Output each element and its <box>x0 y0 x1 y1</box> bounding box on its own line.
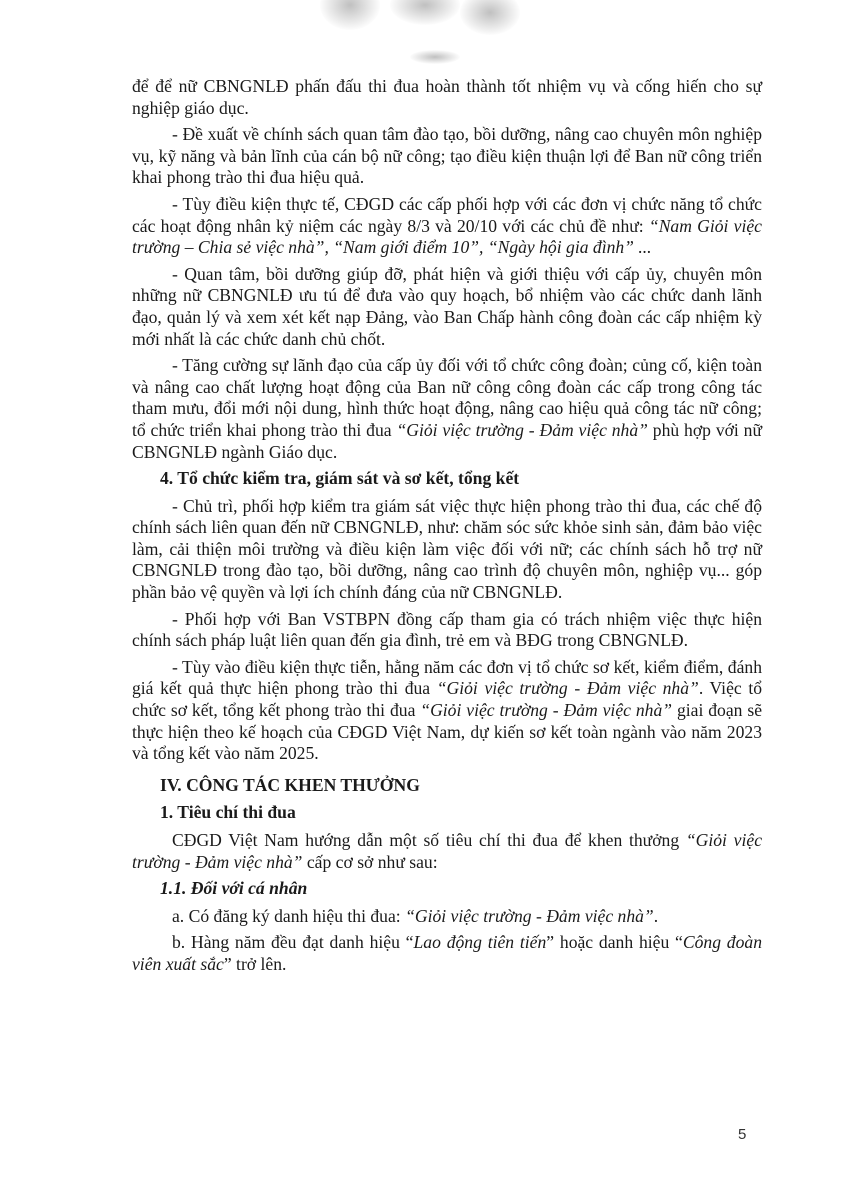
paragraph: - Tăng cường sự lãnh đạo của cấp ủy đối với tổ chức công đoàn; củng cố, kiện toàn và nâng cao chất lượng hoạt động của Ban nữ công công đoàn các cấp trong công tác tham mưu, đổi mới nội dung, hình thức hoạt động, nâng cao hiệu quả công tác nữ công; tổ chức triển khai phong trào thi đua “Giỏi việc trường - Đảm việc nhà” phù hợp với nữ CBNGNLĐ ngành Giáo dục. <box>132 355 763 462</box>
paragraph: - Chủ trì, phối hợp kiểm tra giám sát việc thực hiện phong trào thi đua, các chế độ chính sách liên quan đến nữ CBNGNLĐ, như: chăm sóc sức khỏe sinh sản, đảm bảo việc làm, cải thiện môi trường và điều kiện làm việc đối với nữ; các chính sách hỗ trợ nữ CBNGNLĐ trong đào tạo, bồi dưỡng, nâng cao trình độ chuyên môn, nghiệp vụ... góp phần bảo vệ quyền và lợi ích chính đáng của nữ CBNGNLĐ. <box>132 495 762 603</box>
paragraph: - Đề xuất về chính sách quan tâm đào tạo, bồi dưỡng, nâng cao chuyên môn nghiệp vụ, kỹ năng và bản lĩnh của cán bộ nữ công; tạo điều kiện thuận lợi để Ban nữ công triển khai phong trào thi đua hiệu quả. <box>132 124 762 188</box>
paragraph: để để nữ CBNGNLĐ phấn đấu thi đua hoàn thành tốt nhiệm vụ và cống hiến cho sự nghiệp giáo dục. <box>132 76 762 118</box>
paragraph: - Tùy vào điều kiện thực tiễn, hằng năm các đơn vị tổ chức sơ kết, kiểm điểm, đánh giá kết quả thực hiện phong trào thi đua “Giỏi việc trường - Đảm việc nhà”. Việc tổ chức sơ kết, tổng kết phong trào thi đua “Giỏi việc trường - Đảm việc nhà” giai đoạn sẽ thực hiện theo kế hoạch của CĐGD Việt Nam, dự kiến sơ kết toàn ngành vào năm 2023 và tổng kết vào năm 2025. <box>132 656 763 764</box>
paragraph: b. Hàng năm đều đạt danh hiệu “Lao động tiên tiến” hoặc danh hiệu “Công đoàn viên xuất sắc” trở lên. <box>132 932 762 974</box>
paragraph: - Tùy điều kiện thực tế, CĐGD các cấp phối hợp với các đơn vị chức năng tổ chức các hoạt động nhân kỷ niệm các ngày 8/3 và 20/10 với các chủ đề như: “Nam Giỏi việc trường – Chia sẻ việc nhà”, “Nam giới điểm 10”, “Ngày hội gia đình” ... <box>132 193 762 258</box>
subsection-heading: 1. Tiêu chí thi đua <box>160 802 296 823</box>
paragraph: a. Có đăng ký danh hiệu thi đua: “Giỏi việc trường - Đảm việc nhà”. <box>172 905 659 926</box>
paragraph: - Phối hợp với Ban VSTBPN đồng cấp tham gia có trách nhiệm việc thực hiện chính sách pháp luật liên quan đến gia đình, trẻ em và BĐG trong CBNGNLĐ. <box>132 608 762 651</box>
paragraph: CĐGD Việt Nam hướng dẫn một số tiêu chí thi đua để khen thưởng “Giỏi việc trường - Đảm việc nhà” cấp cơ sở như sau: <box>132 830 763 872</box>
subsection-heading: 1.1. Đối với cá nhân <box>160 878 308 899</box>
paragraph: - Quan tâm, bồi dưỡng giúp đỡ, phát hiện và giới thiệu với cấp ủy, chuyên môn những nữ CBNGNLĐ ưu tú để đưa vào quy hoạch, bổ nhiệm vào các chức danh lãnh đạo, quản lý và xem xét kết nạp Đảng, vào Ban Chấp hành công đoàn các cấp nhiệm kỳ mới nhất là các chức danh chủ chốt. <box>132 263 762 349</box>
page-number: 5 <box>738 1126 747 1143</box>
scan-artifact <box>300 0 540 75</box>
section-heading: 4. Tổ chức kiểm tra, giám sát và sơ kết, tổng kết <box>160 468 520 489</box>
section-heading: IV. CÔNG TÁC KHEN THƯỞNG <box>160 774 420 795</box>
document-page <box>132 76 762 981</box>
